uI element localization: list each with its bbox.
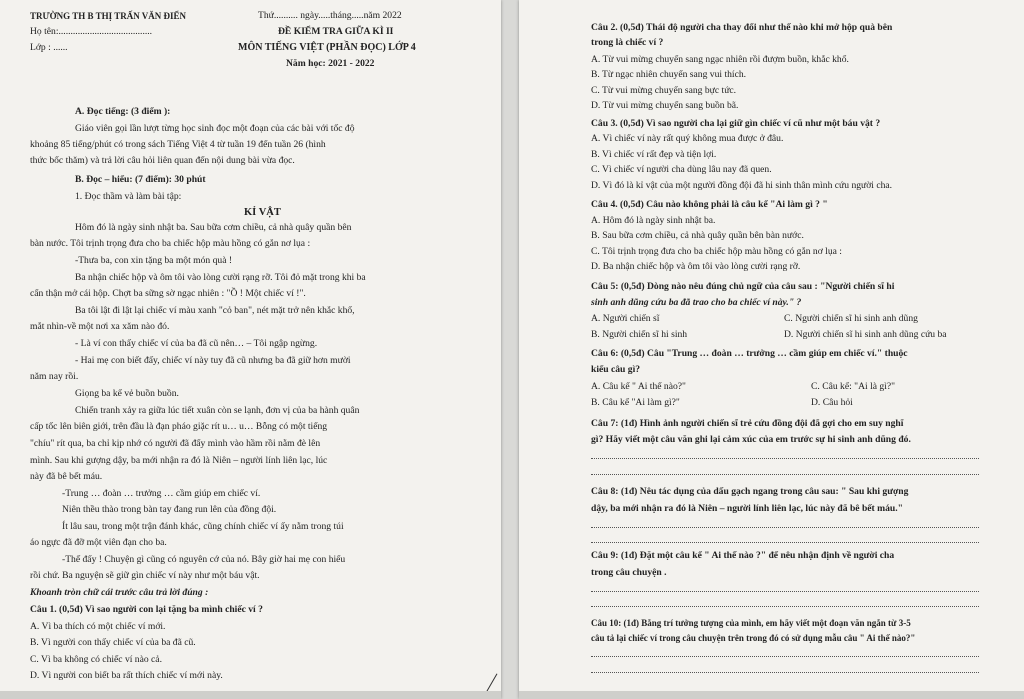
q6-prompt-cont: kiểu câu gì?: [591, 364, 641, 375]
q6-option-a: A. Câu kể " Ai thế nào?": [591, 381, 686, 392]
q5-option-c: C. Người chiến sĩ hi sinh anh dũng: [784, 313, 918, 324]
date-line: Thứ.......... ngày.....tháng.....năm 2022: [258, 10, 402, 21]
q6-option-d: D. Câu hỏi: [811, 397, 853, 408]
story-line: Hôm đó là ngày sinh nhật ba. Sau bữa cơm chiều, cả nhà quây quần bên: [75, 222, 352, 233]
q6-prompt: Câu 6: (0,5đ) Câu "Trung … đoàn … trưởng … cầm giúp em chiếc ví." thuộc: [591, 348, 908, 359]
story-line: Ít lâu sau, trong một trận đánh khác, cũng chính chiếc ví ấy nằm trong túi: [62, 521, 344, 532]
q9-prompt-cont: trong câu chuyện .: [591, 567, 667, 578]
q7-prompt-cont: gì? Hãy viết một câu văn ghi lại cảm xúc của em trước sự hi sinh anh dũng đó.: [591, 434, 911, 445]
q1-option: A. Vì ba thích có một chiếc ví mới.: [30, 621, 166, 632]
q2-option: D. Từ vui mừng chuyển sang buồn bã.: [591, 100, 739, 111]
story-line: Niên thều thào trong bàn tay đang run lên của đồng đội.: [62, 504, 277, 515]
q9-prompt: Câu 9: (1đ) Đặt một câu kể " Ai thế nào ?" để nêu nhận định về người cha: [591, 550, 895, 561]
school-year: Năm học: 2021 - 2022: [286, 58, 375, 69]
q3-prompt: Câu 3. (0,5đ) Vì sao người cha lại giữ gìn chiếc ví cũ như một báu vật ?: [591, 118, 881, 129]
story-line: - Là ví con thấy chiếc ví của ba đã cũ nên… – Tôi ngập ngừng.: [75, 338, 318, 349]
q2-option: B. Từ ngạc nhiên chuyển sang vui thích.: [591, 69, 747, 80]
q10-prompt-cont: câu tả lại chiếc ví trong câu chuyện trên trong đó có sử dụng mẫu câu " Ai thế nào?": [591, 633, 916, 643]
q8-prompt-cont: dậy, ba mới nhận ra đó là Niên – người lính liên lạc, lúc này đã bê bết máu.": [591, 503, 903, 514]
q10-prompt: Câu 10: (1đ) Bằng trí tưởng tượng của mình, em hãy viết một đoạn văn ngắn từ 3-5: [591, 618, 911, 628]
q2-prompt: Câu 2. (0,5đ) Thái độ người cha thay đổi như thế nào khi mở hộp quà bên: [591, 22, 893, 33]
q5-prompt: Câu 5: (0,5đ) Dòng nào nêu đúng chủ ngữ của câu sau : "Người chiến sĩ hi: [591, 281, 895, 292]
answer-line: [591, 606, 979, 607]
q7-prompt: Câu 7: (1đ) Hình ảnh người chiến sĩ trẻ cứu đồng đội đã gợi cho em suy nghĩ: [591, 418, 904, 429]
story-line: -Thưa ba, con xin tặng ba một món quà !: [75, 255, 233, 266]
story-title: KỈ VẬT: [244, 207, 281, 218]
q6-option-b: B. Câu kể "Ai làm gì?": [591, 397, 680, 408]
story-line: "chíu" rít qua, ba chỉ kịp nhớ có người đã đẩy mình vào hầm rồi nằm đè lên: [30, 438, 321, 449]
q5-prompt-cont: sinh anh dũng cứu ba đã trao cho ba chiếc ví này." ?: [591, 297, 802, 308]
q1-prompt: Câu 1. (0,5đ) Vì sao người con lại tặng ba mình chiếc ví ?: [30, 604, 263, 615]
story-line: áo ngực đã đỡ một viên đạn cho ba.: [30, 537, 167, 548]
exam-page-left: [0, 0, 501, 699]
q4-option: D. Ba nhận chiếc hộp và ôm tôi vào lòng cười rạng rỡ.: [591, 261, 801, 272]
q2-option: C. Từ vui mừng chuyển sang bực tức.: [591, 85, 737, 96]
answer-line: [591, 474, 979, 475]
story-line: bàn nước. Tôi trịnh trọng đưa cho ba chiếc hộp màu hồng có gắn nơ lụa :: [30, 238, 311, 249]
q2-prompt-cont: trong là chiếc ví ?: [591, 37, 664, 48]
section-a-line: Giáo viên gọi lần lượt từng học sinh đọc một đoạn của các bài với tốc độ: [75, 123, 355, 134]
answer-line: [591, 542, 979, 543]
q3-option: D. Vì đó là kỉ vật của một người đồng đội đã hi sinh thân mình cứu người cha.: [591, 180, 893, 191]
q4-option: A. Hôm đó là ngày sinh nhật ba.: [591, 215, 716, 226]
page-footer-strip: [519, 691, 1024, 699]
q3-option: B. Vì chiếc ví rất đẹp và tiện lợi.: [591, 149, 717, 160]
answer-line: [591, 672, 979, 673]
story-line: cấp tốc lên biên giới, trên đầu là đạn pháo giặc rít u… u… Bỗng có một tiếng: [30, 421, 328, 432]
q2-option: A. Từ vui mừng chuyển sang ngạc nhiên rồi đượm buồn, khắc khổ.: [591, 54, 849, 65]
section-a-line: thức bốc thăm) và trả lời câu hỏi liên quan đến nội dung bài vừa đọc.: [30, 155, 295, 166]
story-line: -Thế đấy ! Chuyện gì cũng có nguyên cớ của nó. Bây giờ hai mẹ con hiểu: [62, 554, 346, 565]
story-line: cẩn thận mở cái hộp. Chợt ba sững sờ ngạc nhiên : "Ồ ! Một chiếc ví !".: [30, 288, 306, 299]
q8-prompt: Câu 8: (1đ) Nêu tác dụng của dấu gạch ngang trong câu sau: " Sau khi gượng: [591, 486, 909, 497]
story-line: Chiến tranh xảy ra giữa lúc tiết xuân còn se lạnh, đơn vị của ba hành quân: [75, 405, 360, 416]
story-line: mình. Sau khi gượng dậy, ba mới nhận ra đó là Niên – người lính liên lạc, lúc: [30, 455, 328, 466]
exam-subject: MÔN TIẾNG VIỆT (PHẦN ĐỌC) LỚP 4: [238, 42, 416, 53]
q5-option-d: D. Người chiến sĩ hi sinh anh dũng cứu ba: [784, 329, 947, 340]
story-line: Ba nhận chiếc hộp và ôm tôi vào lòng cười rạng rỡ. Tôi đỏ mặt trong khi ba: [75, 272, 366, 283]
answer-line: [591, 591, 979, 592]
q3-option: C. Vì chiếc ví người cha dùng lâu nay đã quen.: [591, 164, 772, 175]
class-field: Lớp : ......: [30, 42, 68, 53]
story-line: Giọng ba kể vẻ buồn buồn.: [75, 388, 179, 399]
story-line: Ba tôi lật đi lật lại chiếc ví màu xanh "cỏ ban", nét mặt trở nên khắc khổ,: [75, 305, 355, 316]
q4-option: C. Tôi trịnh trọng đưa cho ba chiếc hộp màu hồng có gắn nơ lụa :: [591, 246, 842, 257]
section-b-title: B. Đọc – hiểu: (7 điểm): 30 phút: [75, 174, 206, 185]
q5-option-a: A. Người chiến sĩ: [591, 313, 660, 324]
school-name: TRƯỜNG TH B THỊ TRẤN VĂN ĐIỂN: [30, 11, 187, 21]
story-line: rồi chứ. Ba nguyện sẽ giữ gìn chiếc ví này như một báu vật.: [30, 570, 260, 581]
exam-title: ĐỀ KIỂM TRA GIỮA KÌ II: [278, 26, 394, 37]
q5-option-b: B. Người chiến sĩ hi sinh: [591, 329, 688, 340]
answer-instruction: Khoanh tròn chữ cái trước câu trả lời đúng :: [30, 587, 209, 598]
q1-option: D. Vì người con biết ba rất thích chiếc ví mới này.: [30, 670, 223, 681]
q6-option-c: C. Câu kể: "Ai là gì?": [811, 381, 896, 392]
answer-line: [591, 458, 979, 459]
section-b-instruction: 1. Đọc thầm và làm bài tập:: [75, 191, 182, 202]
section-a-line: khoảng 85 tiếng/phút có trong sách Tiếng Việt 4 từ tuần 19 đến tuần 26 (hình: [30, 139, 326, 150]
story-line: mắt nhìn-về một nơi xa xăm nào đó.: [30, 321, 170, 332]
q4-prompt: Câu 4. (0,5đ) Câu nào không phải là câu kể "Ai làm gì ? ": [591, 199, 828, 210]
answer-line: [591, 527, 979, 528]
story-line: năm nay rồi.: [30, 371, 79, 382]
answer-line: [591, 656, 979, 657]
story-line: -Trung … đoàn … trưởng … cầm giúp em chiếc ví.: [62, 488, 261, 499]
q3-option: A. Vì chiếc ví này rất quý không mua được ở đâu.: [591, 133, 784, 144]
page-footer-strip: [0, 691, 501, 699]
q1-option: B. Vì người con thấy chiếc ví của ba đã cũ.: [30, 637, 196, 648]
story-line: - Hai mẹ con biết đấy, chiếc ví này tuy đã cũ nhưng ba đã giữ hơn mười: [75, 355, 351, 366]
q1-option: C. Vì ba không có chiếc ví nào cả.: [30, 654, 162, 665]
story-line: này đã bê bết máu.: [30, 471, 103, 482]
exam-page-right: [519, 0, 1024, 699]
section-a-title: A. Đọc tiếng: (3 điểm ):: [75, 106, 171, 117]
q4-option: B. Sau bữa cơm chiều, cả nhà quây quần bên bàn nước.: [591, 230, 804, 241]
student-name-field: Họ tên:.......................................: [30, 26, 153, 37]
